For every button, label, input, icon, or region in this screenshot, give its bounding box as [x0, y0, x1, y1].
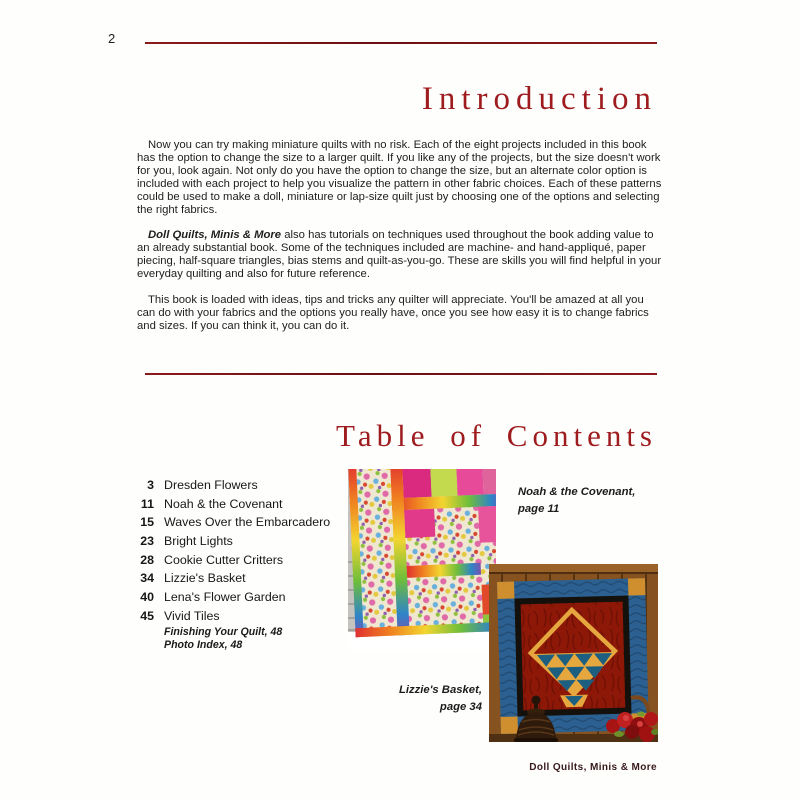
toc-entry [114, 590, 330, 609]
toc-entry-title: Lena's Flower Garden [164, 590, 286, 605]
middle-rule [145, 373, 657, 375]
toc-entry-title: Dresden Flowers [164, 478, 258, 492]
introduction-heading: Introduction [421, 81, 657, 117]
toc-entry-title: Waves Over the Embarcadero [164, 515, 331, 530]
noah-caption-line1: Noah & the Covenant, [518, 486, 636, 498]
toc-subentry-photo-index: Photo Index, 48 [164, 639, 243, 651]
patchwork-quilt [348, 469, 496, 637]
basket-quilt [497, 578, 649, 734]
toc-subentries [164, 626, 282, 652]
toc-entry-title: Cookie Cutter Critters [164, 552, 284, 567]
toc-entry-title: Lizzie's Basket [164, 571, 246, 586]
toc-entry [114, 497, 330, 516]
footer-book-title: Doll Quilts, Minis & More [529, 762, 657, 773]
toc-entry [114, 571, 330, 590]
noah-quilt-photo [348, 469, 496, 652]
toc-heading: Table of Contents [336, 418, 657, 453]
intro-paragraph-2-text: also has tutorials on techniques used throughout the book adding value to an already substantial book. Some of the techniques included are machine- and hand-appliqué, paper piecing, half-square triangles, bias stems and quilt-as-you-go. These are skills you will find helpful in your everyday quilting and also for future reference. [137, 229, 662, 281]
top-rule [145, 42, 657, 44]
toc-entry-title: Noah & the Covenant [164, 496, 283, 511]
toc-entry [114, 553, 330, 572]
intro-paragraph-2 [137, 229, 664, 281]
lizzie-caption-line1: Lizzie's Basket, [398, 684, 482, 696]
toc-entry-page: 15 [140, 515, 154, 530]
toc-entry-page: 40 [140, 590, 154, 605]
intro-paragraph-3: This book is loaded with ideas, tips and tricks any quilter will appreciate. You'll be amazed at all you can do with your fabrics and the options you really have, once you see how easy it is to change fabrics and sizes. If you can think it, you can do it. [137, 294, 649, 332]
toc-entry-page: 11 [140, 496, 154, 511]
toc-entry-page: 3 [147, 478, 154, 492]
introduction-text [137, 139, 664, 346]
noah-caption-line2: page 11 [518, 502, 560, 515]
page-number: 2 [108, 31, 116, 46]
toc-entry-page: 34 [140, 571, 154, 586]
toc-entry-title: Bright Lights [164, 534, 233, 549]
lizzie-basket-illustration [489, 564, 658, 742]
toc-entry-title: Vivid Tiles [164, 608, 220, 623]
toc-subentry-finishing: Finishing Your Quilt, 48 [164, 626, 283, 638]
toc-entry-page: 23 [140, 534, 154, 549]
intro-paragraph-1: Now you can try making miniature quilts with no risk. Each of the eight projects included in this book has the option to change the size to a larger quilt. If you like any of the projects, but the size doesn't work for you, look again. Not only do you have the option to change the size, but an alternate color option is included with each project to help you visualize the pattern in other fabric choices. Each of these patterns could be used to make a doll, miniature or lap-size quilt just by choosing one of the options and selecting the right fabrics. [137, 139, 662, 216]
toc-list [114, 478, 330, 628]
noah-quilt-illustration [348, 469, 496, 652]
toc-entry [114, 478, 330, 497]
noah-caption [518, 484, 635, 517]
toc-entry-page: 28 [140, 552, 154, 567]
lizzie-basket-photo [489, 564, 658, 742]
toc-entry-page: 45 [140, 608, 154, 623]
lizzie-caption-line2: page 34 [439, 700, 482, 713]
toc-entry [114, 534, 330, 553]
toc-entry [114, 515, 330, 534]
book-title-inline: Doll Quilts, Minis & More [148, 229, 282, 242]
lizzie-caption [340, 682, 482, 715]
toc-entry [114, 609, 330, 628]
